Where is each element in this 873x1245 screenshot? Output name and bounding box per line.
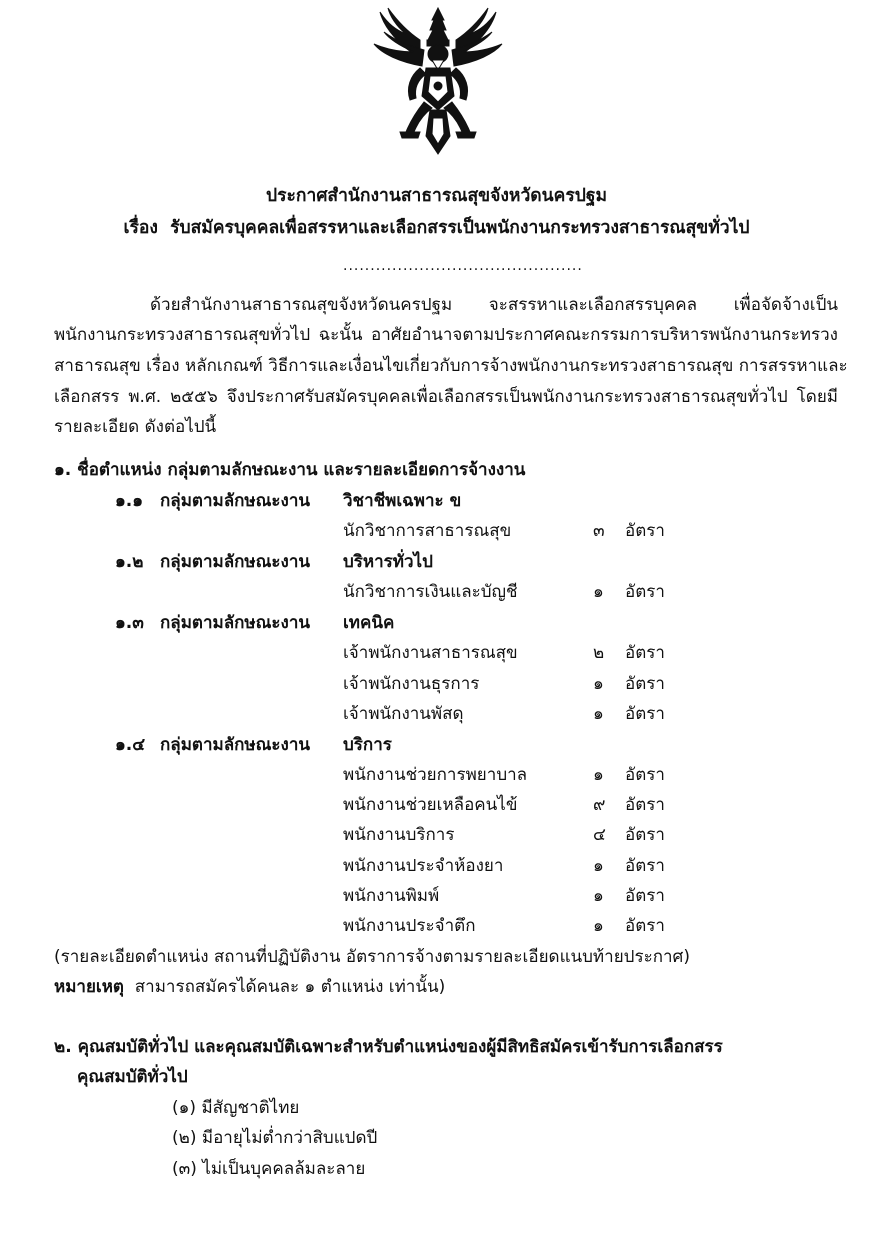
position-unit: อัตรา: [625, 795, 665, 815]
position-name: เจ้าพนักงานธุรการ: [343, 674, 480, 694]
group-label: กลุ่มตามลักษณะงาน: [160, 613, 310, 633]
section2-heading: ๒. คุณสมบัติทั่วไป และคุณสมบัติเฉพาะสำหรับตำแหน่งของผู้มีสิทธิสมัครเข้ารับการเลือกสรร: [54, 1037, 723, 1057]
position-unit: อัตรา: [625, 521, 665, 541]
position-unit: อัตรา: [625, 704, 665, 724]
position-name: พนักงานช่วยการพยาบาล: [343, 765, 528, 785]
qualification-item: (๒) มีอายุไม่ต่ำกว่าสิบแปดปี: [172, 1128, 378, 1148]
position-unit: อัตรา: [625, 582, 665, 602]
subject-label: เรื่อง: [123, 218, 158, 238]
position-name: พนักงานประจำตึก: [343, 916, 476, 936]
intro-line-5: รายละเอียด ดังต่อไปนี้: [54, 417, 217, 437]
group-number: ๑.๑: [115, 491, 144, 511]
position-unit: อัตรา: [625, 643, 665, 663]
group-label: กลุ่มตามลักษณะงาน: [160, 491, 310, 511]
group-category: วิชาชีพเฉพาะ ข: [343, 491, 462, 511]
position-unit: อัตรา: [625, 856, 665, 876]
position-unit: อัตรา: [625, 916, 665, 936]
position-count: ๑: [593, 856, 604, 876]
group-number: ๑.๒: [115, 552, 144, 572]
position-name: นักวิชาการเงินและบัญชี: [343, 582, 518, 602]
position-name: พนักงานประจำห้องยา: [343, 856, 504, 876]
group-label: กลุ่มตามลักษณะงาน: [160, 552, 310, 572]
remark: [54, 973, 445, 1000]
group-number: ๑.๓: [115, 613, 144, 633]
qualification-item: (๑) มีสัญชาติไทย: [172, 1098, 300, 1118]
remark-text: สามารถสมัครได้คนละ ๑ ตำแหน่ง เท่านั้น): [134, 977, 446, 997]
position-name: เจ้าพนักงานสาธารณสุข: [343, 643, 518, 663]
position-count: ๑: [593, 765, 604, 785]
position-count: ๙: [593, 795, 606, 815]
intro-line-4: เลือกสรร พ.ศ. ๒๕๕๖ จึงประกาศรับสมัครบุคคลเพื่อเลือกสรรเป็นพนักงานกระทรวงสาธารณสุขทั่วไป โดยมี: [54, 387, 838, 407]
intro-line-2: พนักงานกระทรวงสาธารณสุขทั่วไป ฉะนั้น อาศัยอำนาจตามประกาศคณะกรรมการบริหารพนักงานกระทรวง: [54, 325, 838, 345]
group-label: กลุ่มตามลักษณะงาน: [160, 735, 310, 755]
announcement-subject: [0, 213, 873, 241]
position-count: ๓: [593, 521, 605, 541]
details-note: (รายละเอียดตำแหน่ง สถานที่ปฏิบัติงาน อัตราการจ้างตามรายละเอียดแนบท้ายประกาศ): [54, 947, 690, 967]
section1-heading: ๑. ชื่อตำแหน่ง กลุ่มตามลักษณะงาน และรายละเอียดการจ้างงาน: [54, 460, 526, 480]
position-count: ๑: [593, 916, 604, 936]
position-name: เจ้าพนักงานพัสดุ: [343, 704, 464, 724]
position-unit: อัตรา: [625, 886, 665, 906]
position-name: นักวิชาการสาธารณสุข: [343, 521, 512, 541]
intro-line-3: สาธารณสุข เรื่อง หลักเกณฑ์ วิธีการและเงื่อนไขเกี่ยวกับการจ้างพนักงานกระทรวงสาธารณสุข การสรรหาและ: [54, 356, 848, 376]
position-count: ๑: [593, 704, 604, 724]
section2-subheading: คุณสมบัติทั่วไป: [77, 1067, 188, 1087]
group-number: ๑.๔: [115, 735, 146, 755]
position-name: พนักงานช่วยเหลือคนไข้: [343, 795, 518, 815]
intro-line-1: ด้วยสำนักงานสาธารณสุขจังหวัดนครปฐม จะสรรหาและเลือกสรรบุคคล เพื่อจัดจ้างเป็น: [150, 295, 838, 315]
position-unit: อัตรา: [625, 765, 665, 785]
position-unit: อัตรา: [625, 825, 665, 845]
position-count: ๑: [593, 886, 604, 906]
group-category: บริหารทั่วไป: [343, 552, 433, 572]
group-category: บริการ: [343, 735, 392, 755]
position-count: ๒: [593, 643, 605, 663]
remark-label: หมายเหตุ: [54, 977, 124, 997]
garuda-emblem-icon: [370, 6, 506, 156]
position-unit: อัตรา: [625, 674, 665, 694]
position-count: ๔: [593, 825, 606, 845]
position-name: พนักงานบริการ: [343, 825, 455, 845]
announcement-title: ประกาศสำนักงานสาธารณสุขจังหวัดนครปฐม: [265, 186, 608, 206]
subject-text: รับสมัครบุคคลเพื่อสรรหาและเลือกสรรเป็นพนักงานกระทรวงสาธารณสุขทั่วไป: [170, 218, 750, 238]
position-count: ๑: [593, 674, 604, 694]
group-category: เทคนิค: [343, 613, 395, 633]
qualification-item: (๓) ไม่เป็นบุคคลล้มละลาย: [172, 1159, 366, 1179]
position-count: ๑: [593, 582, 604, 602]
title-separator: ............................................: [343, 258, 583, 274]
position-name: พนักงานพิมพ์: [343, 886, 440, 906]
